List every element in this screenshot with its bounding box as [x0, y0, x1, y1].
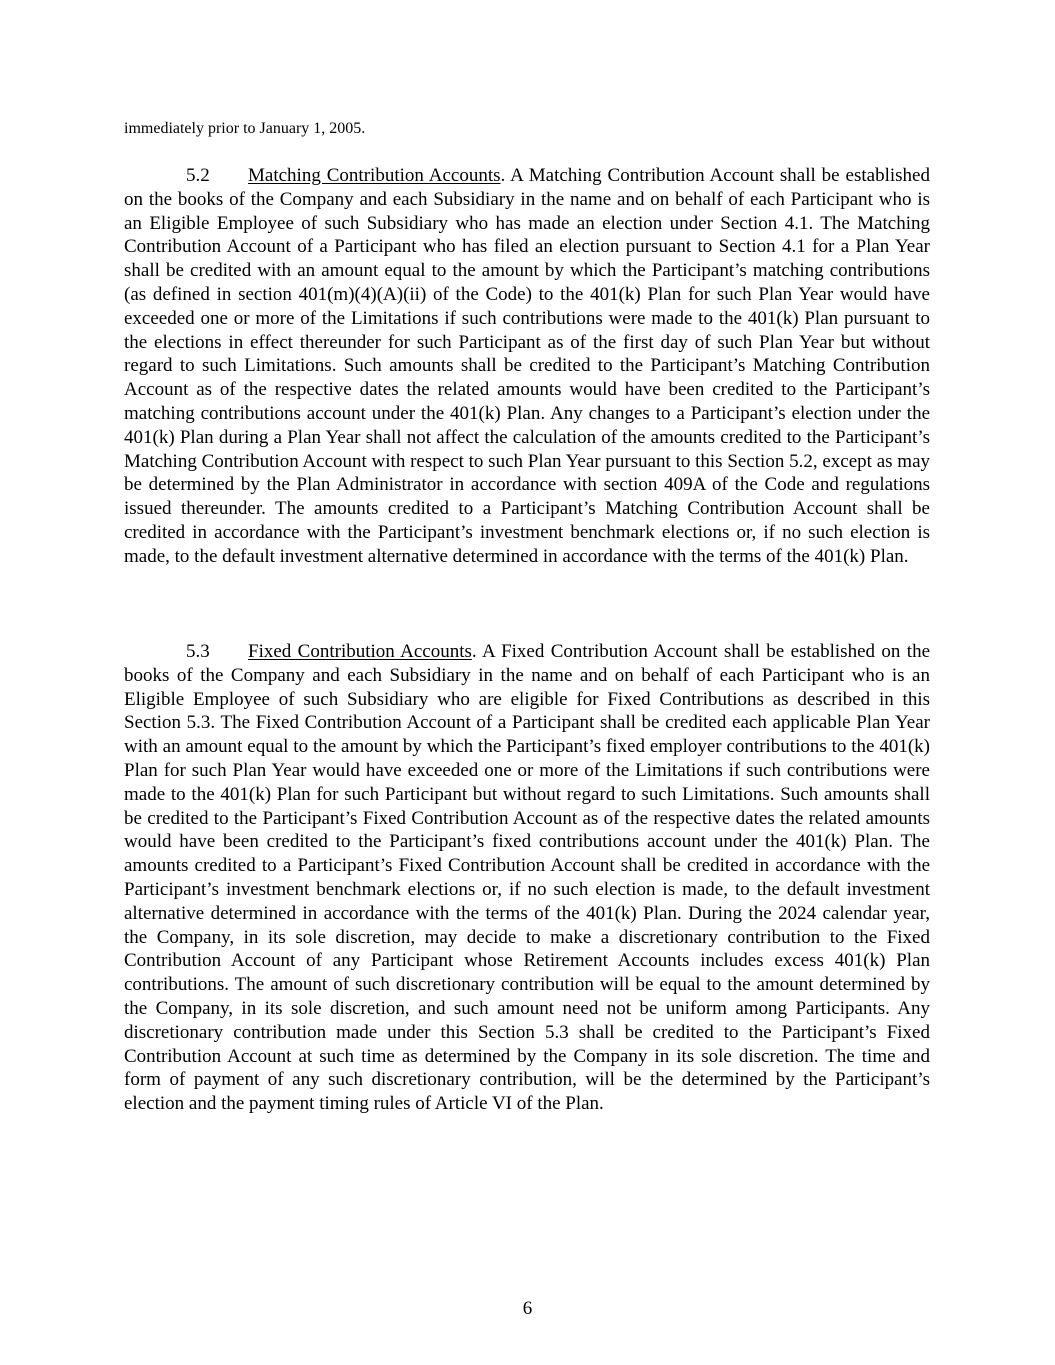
section-number: 5.2: [186, 165, 210, 186]
continuation-text: immediately prior to January 1, 2005.: [124, 120, 366, 137]
section-title: Matching Contribution Accounts: [248, 165, 501, 186]
section-number: 5.3: [186, 641, 210, 662]
section-body: A Fixed Contribution Account shall be established on the books of the Company and each Subsidiary in the name and on behalf of each Participant who is an Eligible Employee of such Subsidiary who are eligible for Fixed Contributions as described in this Section 5.3. The Fixed Contribution Account of a Participant shall be credited each applicable Plan Year with an amount equal to the amount by which the Participant’s fixed employer contributions to the 401(k) Plan for such Plan Year would have exceeded one or more of the Limitations if such contributions were made to the 401(k) Plan for such Participant but without regard to such Limitations. Such amounts shall be credited to the Participant’s Fixed Contribution Account as of the respective dates the related amounts would have been credited to the Participant’s fixed contributions account under the 401(k) Plan. The amounts credited to a Participant’s Fixed Contribution Account shall be credited in accordance with the Participant’s investment benchmark elections or, if no such election is made, to the default investment alternative determined in accordance with the terms of the 401(k) Plan. During the 2024 calendar year, the Company, in its sole discretion, may decide to make a discretionary contribution to the Fixed Contribution Account of any Participant whose Retirement Accounts includes excess 401(k) Plan contributions. The amount of such discretionary contribution will be equal to the amount determined by the Company, in its sole discretion, and such amount need not be uniform among Participants. Any discretionary contribution made under this Section 5.3 shall be credited to the Participant’s Fixed Contribution Account at such time as determined by the Company in its sole discretion. The time and form of payment of any such discretionary contribution, will be the determined by the Participant’s election and the payment timing rules of Article VI of the Plan.: [124, 641, 931, 1115]
section-5-3: [124, 640, 930, 1116]
section-title-punct: .: [500, 165, 506, 186]
section-5-2: [124, 164, 930, 569]
section-title-punct: .: [471, 641, 477, 662]
page-number: 6: [522, 1298, 533, 1319]
section-title: Fixed Contribution Accounts: [248, 641, 472, 662]
section-body: A Matching Contribution Account shall be established on the books of the Company and each Subsidiary in the name and on behalf of each Participant who is an Eligible Employee of such Subsidiary who has made an election under Section 4.1. The Matching Contribution Account of a Participant who has filed an election pursuant to Section 4.1 for a Plan Year shall be credited with an amount equal to the amount by which the Participant’s matching contributions (as defined in section 401(m)(4)(A)(ii) of the Code) to the 401(k) Plan for such Plan Year would have exceeded one or more of the Limitations if such contributions were made to the 401(k) Plan pursuant to the elections in effect thereunder for such Participant as of the first day of such Plan Year but without regard to such Limitations. Such amounts shall be credited to the Participant’s Matching Contribution Account as of the respective dates the related amounts would have been credited to the Participant’s matching contributions account under the 401(k) Plan. Any changes to a Participant’s election under the 401(k) Plan during a Plan Year shall not affect the calculation of the amounts credited to the Participant’s Matching Contribution Account with respect to such Plan Year pursuant to this Section 5.2, except as may be determined by the Plan Administrator in accordance with section 409A of the Code and regulations issued thereunder. The amounts credited to a Participant’s Matching Contribution Account shall be credited in accordance with the Participant’s investment benchmark elections or, if no such election is made, to the default investment alternative determined in accordance with the terms of the 401(k) Plan.: [124, 165, 930, 567]
